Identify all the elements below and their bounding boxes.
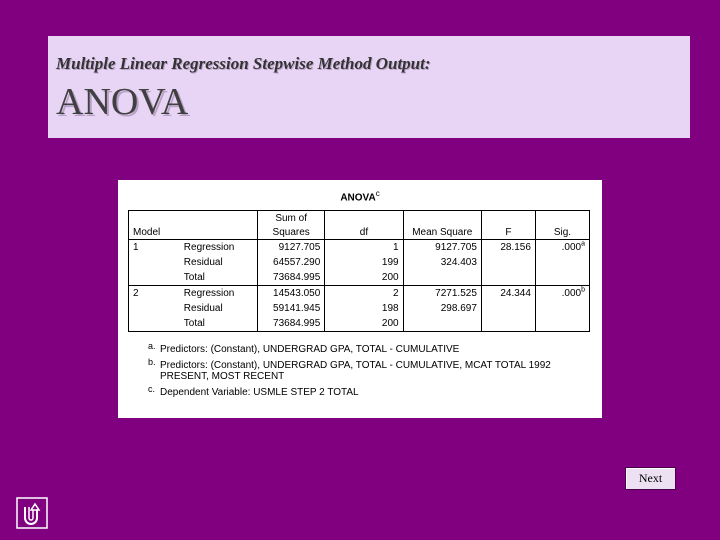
footnote bbox=[148, 384, 588, 398]
slide-subtitle: Multiple Linear Regression Stepwise Method Output: bbox=[56, 54, 431, 73]
header-mean-square: Mean Square bbox=[403, 225, 481, 240]
header-df: df bbox=[325, 225, 403, 240]
header-ss-line1: Sum of bbox=[258, 211, 325, 226]
footnote-letter: a. bbox=[148, 341, 156, 351]
footnote-letter: b. bbox=[148, 357, 156, 367]
footnote-letter: c. bbox=[148, 384, 156, 394]
table-row: 1 Regression 9127.705 1 9127.705 28.156 .000$^a$ bbox=[129, 240, 590, 256]
slide-heading: ANOVA bbox=[56, 81, 189, 123]
return-arrow-icon[interactable] bbox=[16, 497, 48, 529]
table-row: Residual 64557.290 199 324.403 bbox=[129, 255, 590, 270]
header-f: F bbox=[481, 225, 535, 240]
footnote-text: Dependent Variable: USMLE STEP 2 TOTAL bbox=[160, 387, 359, 398]
title-box bbox=[48, 36, 690, 138]
table-row: Residual 59141.945 198 298.697 bbox=[129, 301, 590, 316]
footnote-text: Predictors: (Constant), UNDERGRAD GPA, TOTAL - CUMULATIVE bbox=[160, 344, 460, 355]
footnote-text: Predictors: (Constant), UNDERGRAD GPA, TOTAL - CUMULATIVE, MCAT TOTAL 1992 PRESENT, MOST RECENT bbox=[160, 360, 551, 382]
footnote bbox=[148, 341, 588, 355]
next-button[interactable]: Next bbox=[625, 467, 676, 490]
anova-table-title: ANOVA$^c$ bbox=[340, 189, 380, 204]
table-header-row bbox=[129, 225, 590, 240]
table-header-row bbox=[129, 211, 590, 226]
table-row: 2 Regression 14543.050 2 7271.525 24.344 .000$^b$ bbox=[129, 286, 590, 302]
table-row: Total 73684.995 200 bbox=[129, 270, 590, 286]
header-model: Model bbox=[133, 227, 161, 238]
anova-table bbox=[128, 210, 590, 332]
anova-output-panel bbox=[118, 180, 602, 418]
footnote bbox=[148, 357, 588, 382]
header-sig: Sig. bbox=[553, 227, 572, 238]
table-footnotes bbox=[148, 341, 588, 403]
table-row: Total 73684.995 200 bbox=[129, 316, 590, 332]
header-ss-line2: Squares bbox=[258, 225, 325, 240]
